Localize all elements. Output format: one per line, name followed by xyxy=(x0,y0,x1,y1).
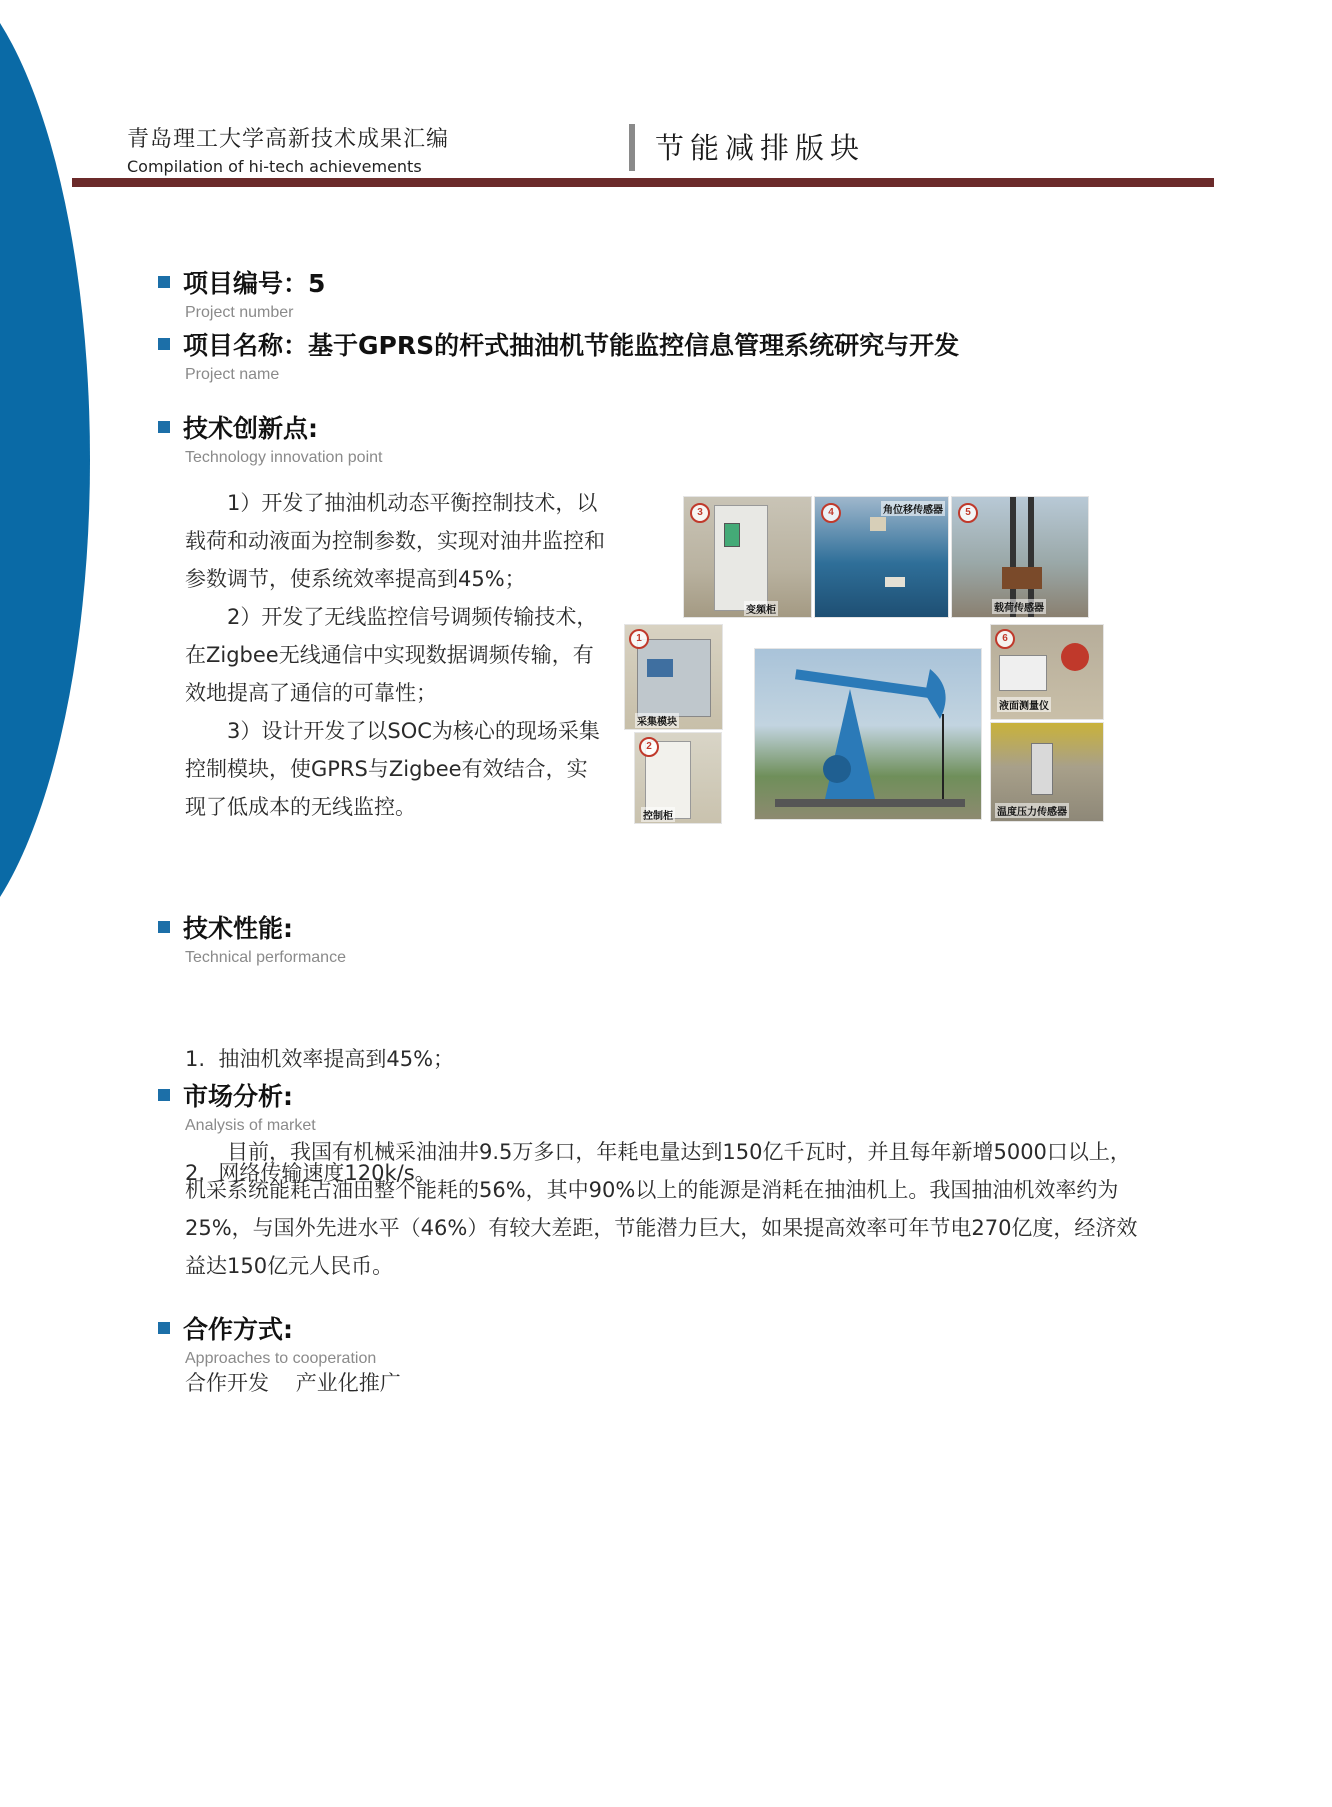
callout-number: 5 xyxy=(958,503,978,523)
header-divider xyxy=(629,124,635,171)
innovation-label: 技术创新点: xyxy=(183,414,318,443)
header-rule xyxy=(72,178,1214,187)
acquisition-module-photo xyxy=(624,624,723,730)
market-paragraph: 目前，我国有机械采油油井9.5万多口，年耗电量达到150亿千瓦时，并且每年新增5000口以上，机采系统能耗占油田整个能耗的56%，其中90%以上的能源是消耗在抽油机上。我国抽油机效率约为25%，与国外先进水平（46%）有较大差距，节能潜力巨大，如果提高效率可年节电270亿度，经济效益达150亿元人民币。 xyxy=(185,1140,1138,1278)
callout-number: 3 xyxy=(690,503,710,523)
photo-caption: 温度压力传感器 xyxy=(995,803,1069,818)
innovation-paragraph: 3）设计开发了以SOC为核心的现场采集控制模块，使GPRS与Zigbee有效结合，实现了低成本的无线监控。 xyxy=(185,719,600,819)
callout-number: 1 xyxy=(629,629,649,649)
bullet-square-icon xyxy=(158,1322,170,1334)
performance-label: 技术性能: xyxy=(183,914,293,943)
project-name-section xyxy=(158,326,959,384)
project-name-label: 项目名称：基于GPRS的杆式抽油机节能监控信息管理系统研究与开发 xyxy=(183,331,960,360)
list-item: 1. 抽油机效率提高到45%； xyxy=(185,1047,455,1071)
cooperation-section xyxy=(158,1310,376,1368)
cooperation-label-en: Approaches to cooperation xyxy=(185,1350,377,1367)
photo-caption: 液面测量仪 xyxy=(997,697,1051,712)
bullet-square-icon xyxy=(158,338,170,350)
cooperation-label: 合作方式: xyxy=(183,1315,293,1344)
photo-caption: 控制柜 xyxy=(641,807,675,822)
project-number-section xyxy=(158,264,325,322)
page-header xyxy=(127,122,449,176)
innovation-label-en: Technology innovation point xyxy=(185,449,383,466)
performance-label-en: Technical performance xyxy=(185,949,346,966)
header-title-en: Compilation of hi-tech achievements xyxy=(127,157,422,176)
list-item: 2. 网络传输速度120k/s。 xyxy=(185,1161,436,1185)
innovation-section xyxy=(158,409,382,467)
photo-caption: 采集模块 xyxy=(635,713,679,728)
project-name-label-en: Project name xyxy=(185,366,280,383)
innovation-paragraph: 2）开发了无线监控信号调频传输技术，在Zigbee无线通信中实现数据调频传输，有效地提高了通信的可靠性； xyxy=(185,605,598,705)
bullet-square-icon xyxy=(158,276,170,288)
bullet-square-icon xyxy=(158,921,170,933)
temperature-pressure-sensor-photo xyxy=(990,722,1104,822)
photo-caption: 角位移传感器 xyxy=(881,501,945,516)
pump-jack-photo xyxy=(754,648,982,820)
innovation-paragraph: 1）开发了抽油机动态平衡控制技术，以载荷和动液面为控制参数，实现对油井监控和参数调节，使系统效率提高到45%； xyxy=(185,491,605,591)
market-label: 市场分析: xyxy=(183,1082,293,1111)
inverter-cabinet-photo xyxy=(683,496,812,618)
callout-number: 2 xyxy=(639,737,659,757)
innovation-body xyxy=(185,484,605,826)
cooperation-body: 合作开发 产业化推广 xyxy=(185,1371,401,1395)
system-photo-collage xyxy=(624,488,1136,830)
performance-section xyxy=(158,909,346,967)
photo-caption: 变频柜 xyxy=(744,601,778,616)
header-title-cn: 青岛理工大学高新技术成果汇编 xyxy=(127,127,450,152)
project-number-label-en: Project number xyxy=(185,304,294,321)
project-number-label: 项目编号：5 xyxy=(183,269,326,298)
photo-caption: 载荷传感器 xyxy=(992,599,1046,614)
header-section-title: 节能减排版块 xyxy=(655,131,866,165)
pump-jack-icon xyxy=(755,649,981,819)
callout-number: 4 xyxy=(821,503,841,523)
control-cabinet-photo xyxy=(634,732,722,824)
bullet-square-icon xyxy=(158,1089,170,1101)
angle-sensor-photo xyxy=(814,496,949,618)
market-body xyxy=(185,1133,1145,1285)
market-section xyxy=(158,1077,316,1135)
decorative-side-arc xyxy=(0,0,90,960)
bullet-square-icon xyxy=(158,421,170,433)
level-meter-photo xyxy=(990,624,1104,720)
load-sensor-photo xyxy=(951,496,1089,618)
callout-number: 6 xyxy=(995,629,1015,649)
market-label-en: Analysis of market xyxy=(185,1117,316,1134)
